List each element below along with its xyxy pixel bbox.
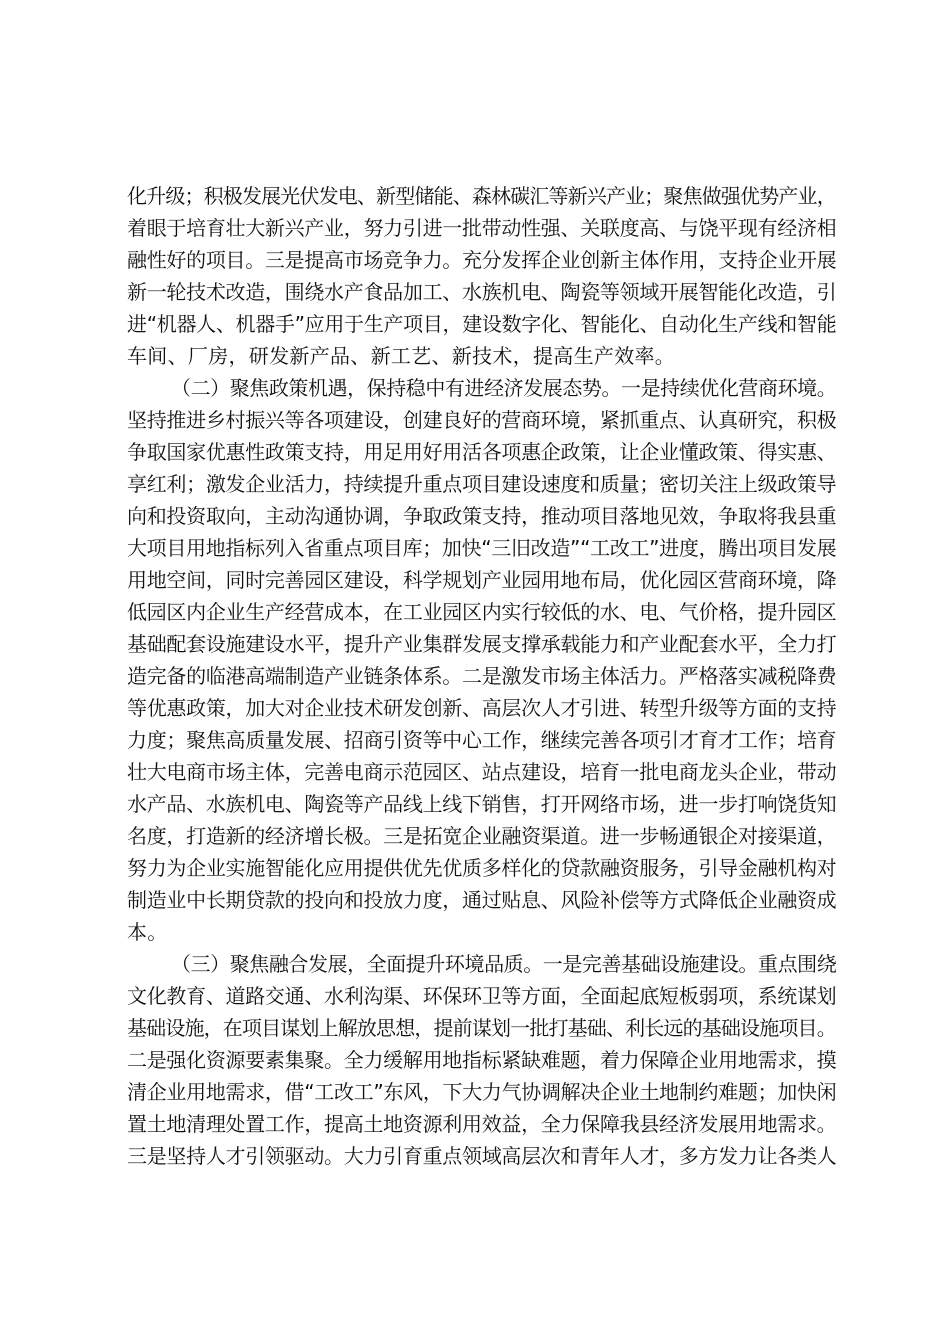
text-line: 新一轮技术改造，围绕水产食品加工、水族机电、陶瓷等领域开展智能化改造，引 (127, 280, 837, 304)
text-line: 基础设施，在项目谋划上解放思想，提前谋划一批打基础、利长远的基础设施项目。 (127, 1016, 836, 1040)
text-line: 壮大电商市场主体，完善电商示范园区、站点建设，培育一批电商龙头企业，带动 (127, 760, 837, 784)
text-line: （二）聚焦政策机遇，保持稳中有进经济发展态势。一是持续优化营商环境。 (171, 376, 837, 400)
text-line: 着眼于培育壮大新兴产业，努力引进一批带动性强、关联度高、与饶平现有经济相 (127, 216, 837, 240)
text-line: 进“机器人、机器手”应用于生产项目，建设数字化、智能化、自动化生产线和智能 (127, 312, 837, 336)
text-line: 本。 (127, 920, 168, 944)
text-line: 车间、厂房，研发新产品、新工艺、新技术，提高生产效率。 (127, 344, 676, 368)
text-line: 基础配套设施建设水平，提升产业集群发展支撑承载能力和产业配套水平，全力打 (127, 632, 837, 656)
text-line: 向和投资取向，主动沟通协调，争取政策支持，推动项目落地见效，争取将我县重 (127, 504, 837, 528)
text-line: 坚持推进乡村振兴等各项建设，创建良好的营商环境，紧抓重点、认真研究，积极 (127, 408, 837, 432)
text-line: 清企业用地需求，借“工改工”东风，下大力气协调解决企业土地制约难题；加快闲 (127, 1080, 837, 1104)
text-line: 大项目用地指标列入省重点项目库；加快“三旧改造”“工改工”进度，腾出项目发展 (127, 536, 837, 560)
text-line: 名度，打造新的经济增长极。三是拓宽企业融资渠道。进一步畅通银企对接渠道， (127, 824, 837, 848)
text-line: 用地空间，同时完善园区建设，科学规划产业园用地布局，优化园区营商环境，降 (127, 568, 837, 592)
text-line: 化升级；积极发展光伏发电、新型储能、森林碳汇等新兴产业；聚焦做强优势产业， (127, 184, 836, 208)
text-line: 力度；聚焦高质量发展、招商引资等中心工作，继续完善各项引才育才工作；培育 (127, 728, 837, 752)
text-line: 争取国家优惠性政策支持，用足用好用活各项惠企政策，让企业懂政策、得实惠、 (127, 440, 837, 464)
text-line: 文化教育、道路交通、水利沟渠、环保环卫等方面，全面起底短板弱项，系统谋划 (127, 984, 837, 1008)
text-line: 制造业中长期贷款的投向和投放力度，通过贴息、风险补偿等方式降低企业融资成 (127, 888, 837, 912)
text-line: 三是坚持人才引领驱动。大力引育重点领域高层次和青年人才，多方发力让各类人 (127, 1144, 837, 1168)
text-line: 置土地清理处置工作，提高土地资源利用效益，全力保障我县经济发展用地需求。 (127, 1112, 837, 1136)
text-line: 享红利；激发企业活力，持续提升重点项目建设速度和质量；密切关注上级政策导 (127, 472, 837, 496)
text-line: 低园区内企业生产经营成本，在工业园区内实行较低的水、电、气价格，提升园区 (127, 600, 837, 624)
text-line: 水产品、水族机电、陶瓷等产品线上线下销售，打开网络市场，进一步打响饶货知 (127, 792, 837, 816)
document-body (127, 180, 837, 1172)
text-line: （三）聚焦融合发展，全面提升环境品质。一是完善基础设施建设。重点围绕 (171, 952, 837, 976)
text-line: 造完备的临港高端制造产业链条体系。二是激发市场主体活力。严格落实减税降费 (127, 664, 837, 688)
text-line: 努力为企业实施智能化应用提供优先优质多样化的贷款融资服务，引导金融机构对 (127, 856, 837, 880)
text-line: 二是强化资源要素集聚。全力缓解用地指标紧缺难题，着力保障企业用地需求，摸 (127, 1048, 837, 1072)
text-line: 等优惠政策，加大对企业技术研发创新、高层次人才引进、转型升级等方面的支持 (127, 696, 837, 720)
text-line: 融性好的项目。三是提高市场竞争力。充分发挥企业创新主体作用，支持企业开展 (127, 248, 837, 272)
